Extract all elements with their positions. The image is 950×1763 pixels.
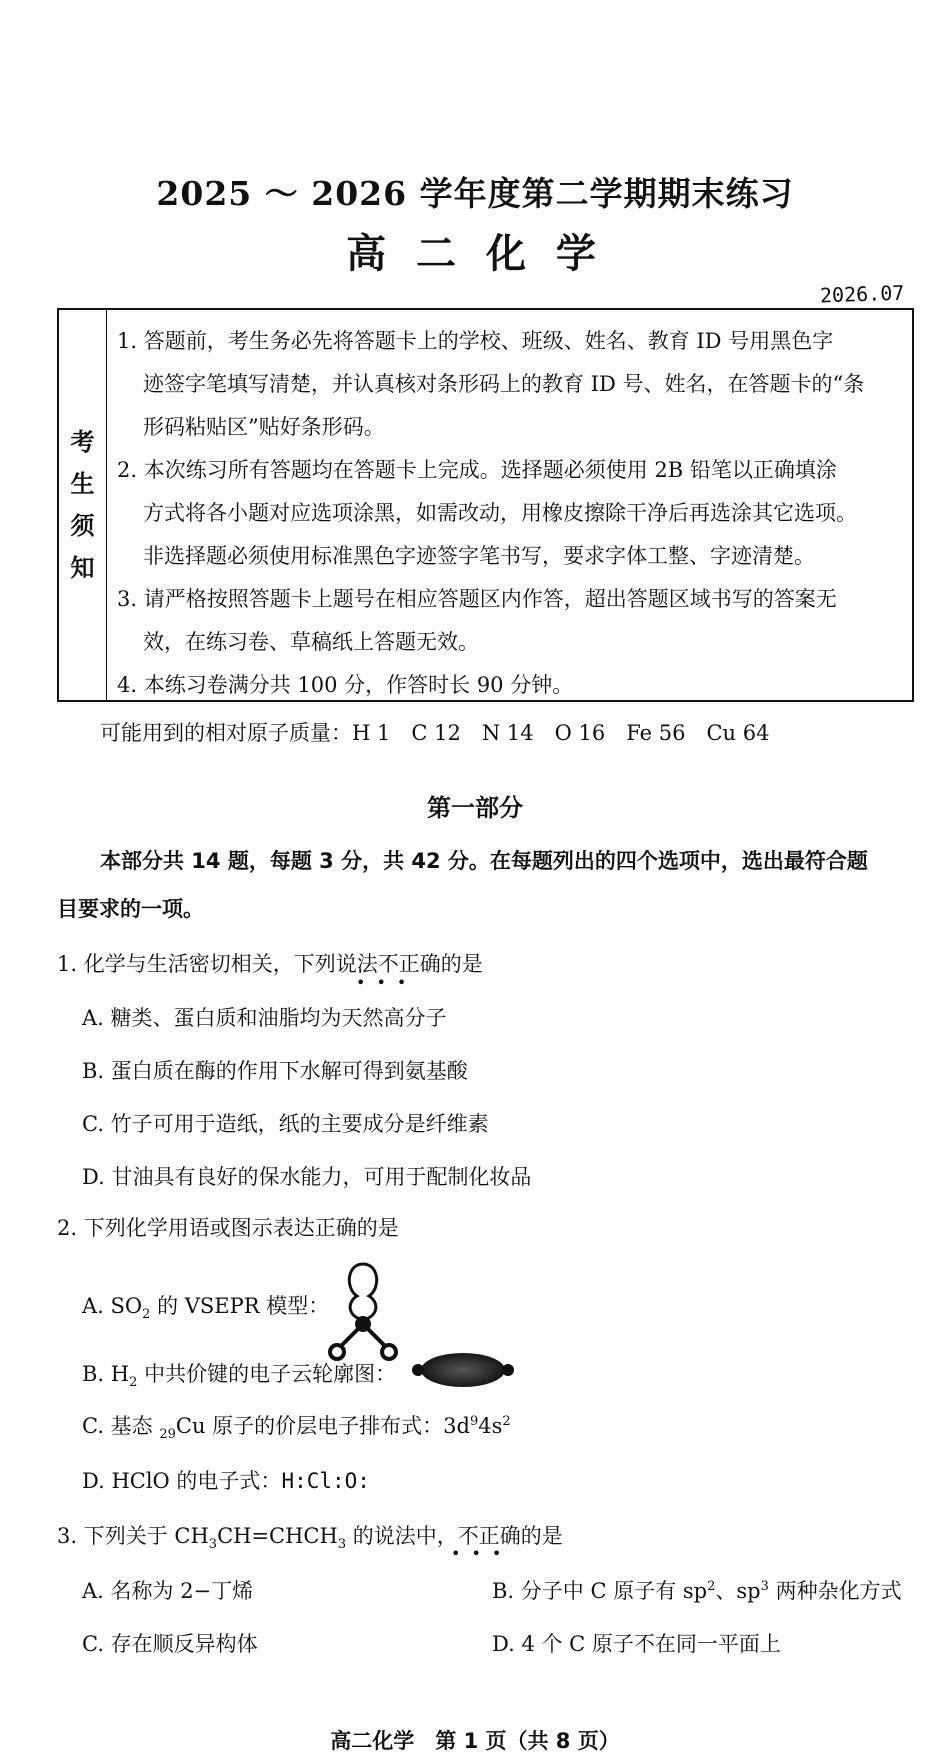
page-footer: 高二化学 第 1 页（共 8 页） [330, 1729, 620, 1753]
question-1-option-a: A. 糖类、蛋白质和油脂均为天然高分子 [82, 1006, 447, 1030]
question-3-option-b: B. 分子中 C 原子有 $sp^2$、$sp^3$ 两种杂化方式 [492, 1579, 902, 1603]
notice-line: 形码粘贴区”贴好条形码。 [143, 415, 385, 439]
question-3-option-a: A. 名称为 2−丁烯 [82, 1579, 254, 1603]
exam-year-title: 2025 ～ 2026 学年度第二学期期末练习 [156, 174, 794, 213]
question-2-option-d: D. HClO 的电子式：H:Cl:O: [82, 1469, 370, 1493]
notice-side-label [59, 310, 107, 700]
question-3-option-c: C. 存在顺反异构体 [82, 1632, 258, 1656]
question-2-option-a: A. $SO_2$ 的 VSEPR 模型： [82, 1294, 330, 1323]
notice-line: 4. 本练习卷满分共 100 分，作答时长 90 分钟。 [117, 673, 574, 697]
question-1-stem: 1. 化学与生活密切相关，下列说法不正确的是 [57, 952, 483, 976]
question-1-option-c: C. 竹子可用于造纸，纸的主要成分是纤维素 [82, 1112, 489, 1136]
notice-line: 非选择题必须使用标准黑色字迹签字笔书写，要求字体工整、字迹清楚。 [143, 544, 815, 568]
notice-side-char: 须 [70, 512, 95, 540]
notice-line: 方式将各小题对应选项涂黑，如需改动，用橡皮擦除干净后再选涂其它选项。 [143, 501, 857, 525]
h2-electron-cloud-icon [410, 1350, 516, 1390]
question-2-option-c: C. 基态 $_{29}$Cu 原子的价层电子排布式：$3d^94s^2$ [82, 1414, 511, 1443]
notice-body [117, 320, 906, 707]
notice-line: 1. 答题前，考生务必先将答题卡上的学校、班级、姓名、教育 ID 号用黑色字 [117, 329, 834, 353]
notice-side-char: 生 [70, 470, 95, 498]
candidate-notice-box [57, 308, 914, 702]
question-3-stem: 3. 下列关于 $CH_3CH=CHCH_3$ 的说法中，不正确的是 [57, 1524, 563, 1553]
part-instructions-line1: 本部分共 14 题，每题 3 分，共 42 分。在每题列出的四个选项中，选出最符合题 [100, 849, 868, 873]
question-3-option-d: D. 4 个 C 原子不在同一平面上 [492, 1632, 781, 1656]
notice-side-char: 知 [70, 554, 95, 582]
emphasis-dots: ••• [451, 1544, 513, 1563]
atomic-masses: 可能用到的相对原子质量：H 1 C 12 N 14 O 16 Fe 56 Cu 64 [100, 721, 770, 745]
subject-title: 高 二 化 学 [346, 231, 604, 277]
so2-vsepr-model-icon [323, 1258, 403, 1364]
notice-line: 3. 请严格按照答题卡上题号在相应答题区内作答，超出答题区域书写的答案无 [117, 587, 837, 611]
notice-line: 2. 本次练习所有答题均在答题卡上完成。选择题必须使用 2B 铅笔以正确填涂 [117, 458, 837, 482]
question-2-option-b: B. $H_2$ 中共价键的电子云轮廓图： [82, 1362, 397, 1391]
hclo-electron-formula: H:Cl:O: [281, 1469, 370, 1493]
part-instructions-line2: 目要求的一项。 [57, 897, 204, 921]
question-1-option-d: D. 甘油具有良好的保水能力，可用于配制化妆品 [82, 1165, 532, 1189]
question-1-option-b: B. 蛋白质在酶的作用下水解可得到氨基酸 [82, 1059, 468, 1083]
question-2-stem: 2. 下列化学用语或图示表达正确的是 [57, 1216, 399, 1240]
exam-date: 2026.07 [819, 280, 905, 308]
notice-line: 迹签字笔填写清楚，并认真核对条形码上的教育 ID 号、姓名，在答题卡的“条 [143, 372, 865, 396]
notice-line: 效，在练习卷、草稿纸上答题无效。 [143, 630, 479, 654]
part-title: 第一部分 [427, 794, 523, 822]
emphasis-dots: ••• [356, 973, 418, 992]
notice-side-char: 考 [70, 428, 95, 456]
